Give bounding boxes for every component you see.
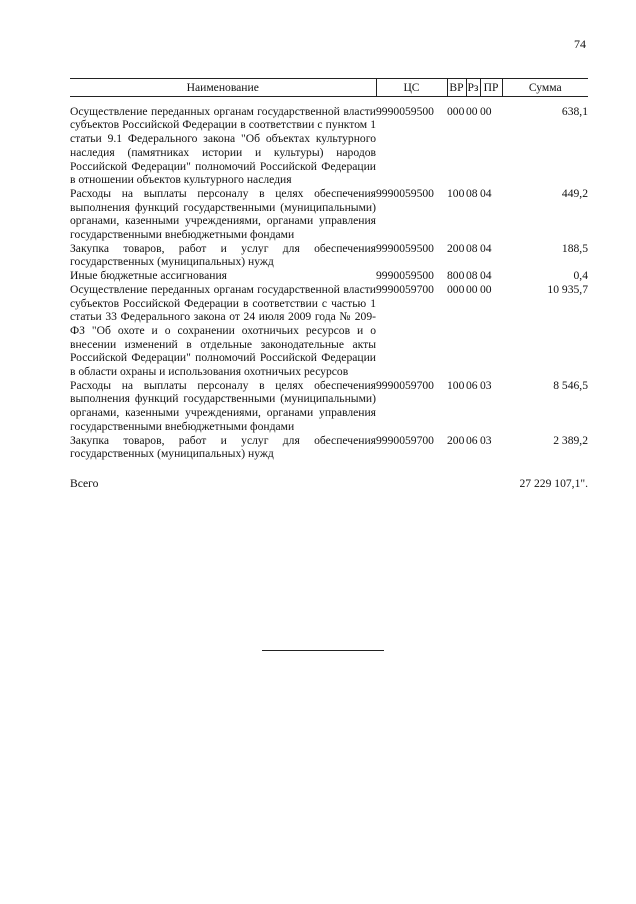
row-rz: 00 — [466, 104, 478, 118]
row-sum: 638,1 — [561, 104, 588, 118]
total-label: Всего — [70, 476, 99, 490]
table-spacer — [70, 461, 588, 469]
row-rz: 06 — [466, 378, 478, 392]
row-vr: 000 — [447, 282, 465, 296]
row-name: Закупка товаров, работ и услуг для обеспечения государственных (муниципальных) нужд — [70, 433, 376, 461]
row-vr: 100 — [447, 186, 465, 200]
row-pr: 04 — [480, 186, 492, 200]
row-name: Иные бюджетные ассигнования — [70, 269, 227, 283]
row-pr: 04 — [480, 241, 492, 255]
table-row — [70, 434, 588, 461]
row-pr: 04 — [480, 269, 492, 283]
row-sum: 2 389,2 — [553, 433, 588, 447]
row-vr: 200 — [447, 433, 465, 447]
table-row — [70, 379, 588, 434]
total-row — [70, 469, 588, 491]
row-pr: 00 — [480, 282, 492, 296]
header-sum: Сумма — [502, 79, 588, 97]
row-sum: 10 935,7 — [547, 282, 588, 296]
row-rz: 00 — [466, 282, 478, 296]
table-spacer — [70, 96, 588, 105]
row-rz: 08 — [466, 241, 478, 255]
table-row — [70, 187, 588, 242]
table-row — [70, 242, 588, 269]
row-cs: 9990059500 — [376, 241, 434, 255]
row-rz: 08 — [466, 186, 478, 200]
header-name: Наименование — [70, 79, 376, 97]
row-vr: 800 — [447, 269, 465, 283]
row-cs: 9990059700 — [376, 282, 434, 296]
closing-divider — [262, 650, 384, 651]
row-vr: 200 — [447, 241, 465, 255]
header-cs: ЦС — [376, 79, 447, 97]
row-name: Расходы на выплаты персоналу в целях обеспечения выполнения функций государственными (муниципальными) органами, казенными учреждениями, органами управления государственными внебюджетными фондами — [70, 378, 376, 433]
row-vr: 000 — [447, 104, 465, 118]
row-pr: 03 — [480, 433, 492, 447]
row-pr: 03 — [480, 378, 492, 392]
row-vr: 100 — [447, 378, 465, 392]
table-row — [70, 283, 588, 379]
row-sum: 188,5 — [561, 241, 588, 255]
row-pr: 00 — [480, 104, 492, 118]
row-cs: 9990059700 — [376, 433, 434, 447]
row-cs: 9990059500 — [376, 269, 434, 283]
header-rz: Рз — [466, 79, 480, 97]
row-name: Закупка товаров, работ и услуг для обеспечения государственных (муниципальных) нужд — [70, 241, 376, 269]
table-header-row — [70, 79, 588, 97]
row-name: Осуществление переданных органам государственной власти субъектов Российской Федерации в соответствии с частью 1 статьи 33 Федерального закона от 24 июля 2009 года № 209-ФЗ "Об охоте и о сохранении охотничьих ресурсов и о внесении изменений в отдельные законодательные акты Российской Федерации" полномочий Российской Федерации в области охраны и использования охотничьих ресурсов — [70, 282, 376, 379]
table-row — [70, 269, 588, 283]
row-rz: 08 — [466, 269, 478, 283]
budget-table — [70, 78, 588, 491]
row-rz: 06 — [466, 433, 478, 447]
row-sum: 449,2 — [561, 186, 588, 200]
total-sum: 27 229 107,1". — [519, 476, 588, 490]
row-name: Осуществление переданных органам государственной власти субъектов Российской Федерации в соответствии с пунктом 1 статьи 9.1 Федерального закона "Об объектах культурного наследия (памятниках истории и культуры) народов Российской Федерации" полномочий Российской Федерации в отношении объектов культурного наследия — [70, 104, 376, 187]
page-number: 74 — [574, 37, 586, 51]
row-cs: 9990059700 — [376, 378, 434, 392]
table-row — [70, 105, 588, 187]
row-sum: 8 546,5 — [553, 378, 588, 392]
row-cs: 9990059500 — [376, 186, 434, 200]
header-vr: ВР — [447, 79, 466, 97]
row-sum: 0,4 — [573, 269, 588, 283]
row-name: Расходы на выплаты персоналу в целях обеспечения выполнения функций государственными (муниципальными) органами, казенными учреждениями, органами управления государственными внебюджетными фондами — [70, 186, 376, 242]
header-pr: ПР — [480, 79, 502, 97]
row-cs: 9990059500 — [376, 104, 434, 118]
